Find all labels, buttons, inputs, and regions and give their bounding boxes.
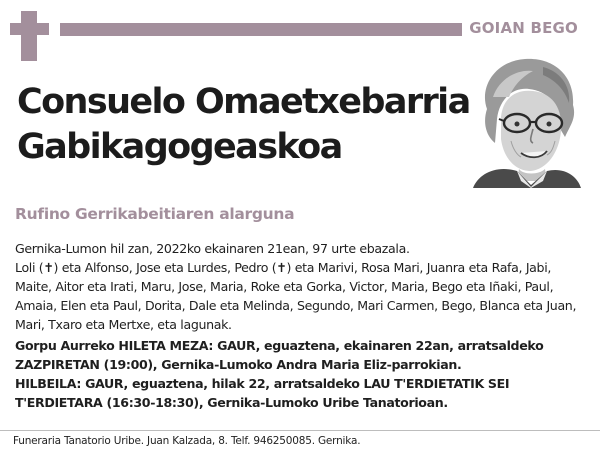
name-line-2: Gabikagogeaskoa [17, 127, 342, 167]
footer-rule [0, 430, 600, 431]
name-line-1: Consuelo Omaetxebarria [17, 82, 470, 122]
deceased-name [17, 80, 470, 170]
death-notice: Gernika-Lumon hil zan, 2022ko ekainaren 21ean, 97 urte ebazala. [15, 241, 410, 256]
wake-notice: HILBEILA: GAUR, eguaztena, hilak 22, arratsaldeko LAU T'ERDIETATIK SEI T'ERDIETARA (16:30-18:30), Gernika-Lumoko Uribe Tanatorioan. [15, 376, 510, 410]
header-label: GOIAN BEGO [469, 19, 578, 37]
obituary-body [15, 239, 590, 412]
funeral-mass-notice: Gorpu Aurreko HILETA MEZA: GAUR, eguaztena, ekainaren 22an, arratsaldeko ZAZPIRETAN (19:00), Gernika-Lumoko Andra Maria Eliz-parrokian. [15, 338, 544, 372]
subtitle-widow-of: Rufino Gerrikabeitiaren alarguna [15, 205, 295, 223]
funeral-home-footer: Funeraria Tanatorio Uribe. Juan Kalzada, 8. Telf. 946250085. Gernika. [13, 435, 361, 447]
cross-icon [21, 11, 37, 61]
header-rule [60, 23, 462, 36]
portrait-photo [473, 57, 581, 188]
portrait-photo-drawing [473, 57, 581, 188]
family-list: Loli (✝) eta Alfonso, Jose eta Lurdes, Pedro (✝) eta Marivi, Rosa Mari, Juanra eta Rafa, Jabi, Maite, Aitor eta Irati, Maru, Jose, Maria, Roke eta Gorka, Victor, Maria, Bego eta Iñaki, Paul, Amaia, Elen eta Paul, Dorita, Dale eta Melinda, Segundo, Mari Carmen, Bego, Blanca eta Juan, Mari, Txaro eta Mertxe, eta lagunak. [15, 260, 577, 332]
cross-icon-arm [10, 23, 49, 35]
